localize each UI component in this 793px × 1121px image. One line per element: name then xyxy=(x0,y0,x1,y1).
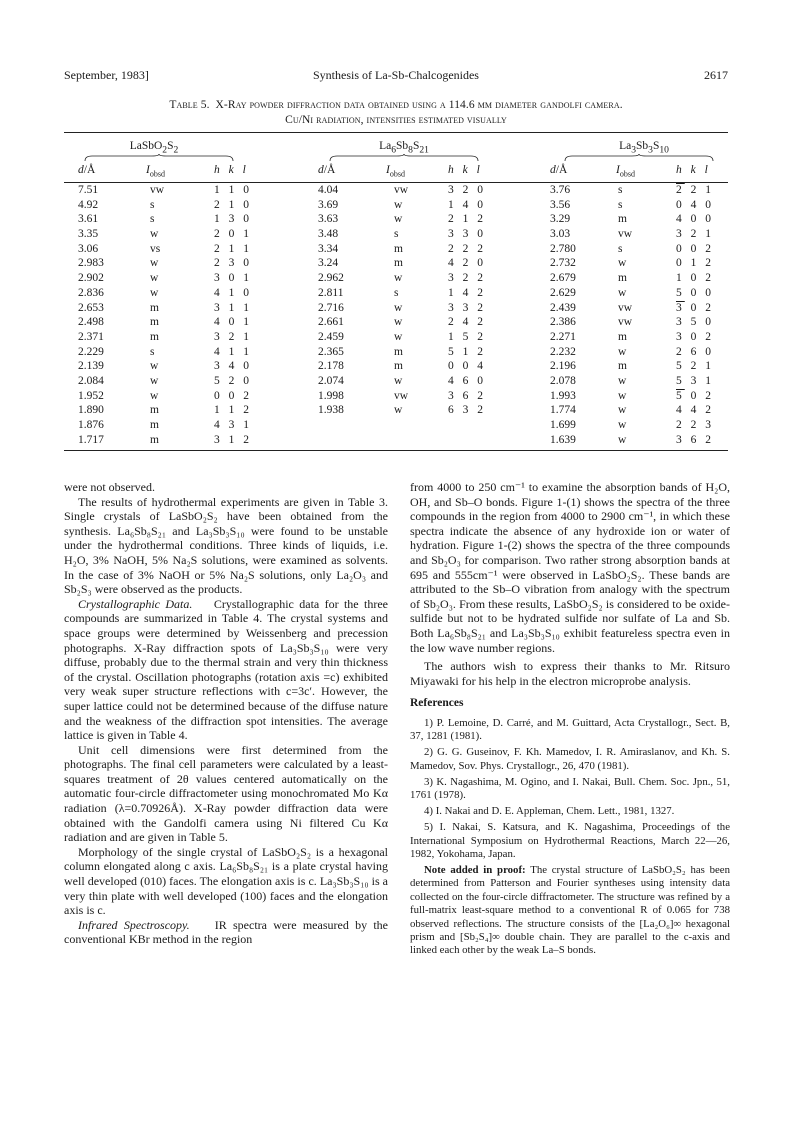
table-row xyxy=(304,301,524,316)
d-spacing-cell: 1.699 xyxy=(550,419,576,431)
hkl-cell: 0 0 2 xyxy=(214,389,252,402)
d-spacing-cell: 3.35 xyxy=(78,228,99,241)
table-row xyxy=(304,286,524,301)
intensity-cell: w xyxy=(618,374,627,387)
hkl-cell: 2 0 1 xyxy=(214,228,252,241)
hkl-cell: 1 1 0 xyxy=(214,184,252,196)
table-row xyxy=(536,271,756,286)
d-spacing-cell: 3.29 xyxy=(550,213,571,226)
hkl-cell: 4 4 2 xyxy=(676,404,714,417)
para-unit-cell: Unit cell dimensions were first determined from the photographs. The final cell parameters were calculated by a least-squares treatment of 2θ values centered automatically on the automatic four-circle diffractometer using monochromated Mo Kα radiation (λ=0.70926Å). X-Ray powder diffraction data were obtained with the Gandolfi camera using Ni filtered Cu Kα radiation and are given in Table 5. xyxy=(64,742,388,845)
table-row xyxy=(536,183,756,198)
hkl-cell: 2 2 1 xyxy=(676,184,714,196)
intensity-cell: vw xyxy=(394,389,409,402)
hkl-cell: 2 3 0 xyxy=(214,257,252,270)
table-row xyxy=(64,389,284,404)
hkl-cell: 3 5 0 xyxy=(676,316,714,329)
intensity-cell: vw xyxy=(618,301,633,314)
table-bottom-rule xyxy=(64,450,728,451)
d-spacing-cell: 2.371 xyxy=(78,330,104,343)
table-row xyxy=(304,227,524,242)
hkl-cell: 5 3 1 xyxy=(676,374,714,387)
d-spacing-cell: 1.639 xyxy=(550,433,576,446)
intensity-cell: vs xyxy=(150,242,161,255)
group-header-3: $La_3Sb_3S_{10}$ xyxy=(619,140,669,156)
table-row xyxy=(64,315,284,330)
d-spacing-cell: 3.76 xyxy=(550,184,571,196)
intensity-cell: w xyxy=(618,345,627,358)
group-header-2: $La_6Sb_8S_{21}$ xyxy=(379,140,429,156)
intensity-cell: m xyxy=(150,316,159,329)
d-spacing-cell: 2.074 xyxy=(318,374,344,387)
intensity-cell: s xyxy=(394,228,399,241)
hkl-cell: 1 1 2 xyxy=(214,404,252,417)
intensity-cell: w xyxy=(618,433,627,446)
table-row xyxy=(536,256,756,271)
hkl-cell: 2 1 0 xyxy=(214,198,252,211)
para-crystallographic xyxy=(64,597,388,743)
hkl-cell: 3 3 0 xyxy=(448,228,486,241)
hkl-cell: 2 4 2 xyxy=(448,316,486,329)
table-row xyxy=(536,403,756,418)
table-row xyxy=(304,212,524,227)
hkl-cell: 3 0 2 xyxy=(676,330,714,343)
d-spacing-cell: 2.386 xyxy=(550,316,576,329)
reference-list xyxy=(410,717,730,861)
header-date: September, 1983] xyxy=(64,68,149,82)
table-row xyxy=(64,418,284,433)
intensity-cell: vw xyxy=(394,184,409,196)
intensity-cell: w xyxy=(150,228,159,241)
reference-item: 3) K. Nagashima, M. Ogino, and I. Nakai, Bull. Chem. Soc. Jpn., 51, 1761 (1978). xyxy=(410,775,730,801)
d-spacing-cell: 4.92 xyxy=(78,198,99,211)
d-spacing-cell: 2.232 xyxy=(550,345,576,358)
left-column xyxy=(64,480,388,947)
table-row xyxy=(536,418,756,433)
intensity-cell: w xyxy=(394,316,403,329)
intensity-cell: w xyxy=(150,272,159,285)
table-row xyxy=(64,330,284,345)
table-row xyxy=(536,359,756,374)
hkl-cell: 1 4 0 xyxy=(448,198,486,211)
group-header-1: $LaSbO_2S_2$ xyxy=(129,140,179,156)
table-row xyxy=(536,198,756,213)
table-row xyxy=(304,330,524,345)
table-row xyxy=(536,212,756,227)
intensity-cell: m xyxy=(618,330,627,343)
hkl-cell: 5 2 0 xyxy=(214,374,252,387)
hkl-cell: 2 2 2 xyxy=(448,242,486,255)
hkl-cell: 6 3 2 xyxy=(448,404,486,417)
table-label: Table 5. xyxy=(169,99,210,111)
intensity-cell: m xyxy=(150,330,159,343)
d-spacing-cell: 2.716 xyxy=(318,301,344,314)
page-number: 2617 xyxy=(704,68,728,82)
right-column xyxy=(410,480,730,958)
d-spacing-cell: 2.139 xyxy=(78,360,104,373)
references-heading: References xyxy=(410,697,464,710)
table-row xyxy=(64,198,284,213)
table-caption xyxy=(64,98,728,128)
hkl-cell: 1 5 2 xyxy=(448,330,486,343)
d-spacing-cell: 3.34 xyxy=(318,242,339,255)
col-header-i-3: $I_{obsd}$ xyxy=(616,164,635,179)
hkl-cell: 2 1 1 xyxy=(214,242,252,255)
intensity-cell: m xyxy=(150,404,159,417)
d-spacing-cell: 2.780 xyxy=(550,242,576,255)
hkl-cell: 4 2 0 xyxy=(448,257,486,270)
hkl-cell: 3 0 1 xyxy=(214,272,252,285)
d-spacing-cell: 2.365 xyxy=(318,345,344,358)
table-row xyxy=(64,374,284,389)
intensity-cell: w xyxy=(618,257,627,270)
d-spacing-cell: 1.952 xyxy=(78,389,104,402)
group-2-rows xyxy=(304,183,524,418)
hkl-cell: 0 0 4 xyxy=(448,360,486,373)
intensity-cell: w xyxy=(394,272,403,285)
hkl-cell: 2 2 3 xyxy=(676,419,714,431)
group-1-rows xyxy=(64,183,284,447)
table-row xyxy=(64,212,284,227)
d-spacing-cell: 2.732 xyxy=(550,257,576,270)
col-header-hkl-2: h k l xyxy=(448,164,483,176)
table-row xyxy=(304,403,524,418)
table-row xyxy=(64,345,284,360)
d-spacing-cell: 2.679 xyxy=(550,272,576,285)
intensity-cell: w xyxy=(150,257,159,270)
group-brace-1 xyxy=(84,154,234,162)
table-row xyxy=(64,242,284,257)
table-top-rule xyxy=(64,132,728,133)
intensity-cell: m xyxy=(394,345,403,358)
note-added-in-proof xyxy=(410,864,730,958)
table-row xyxy=(304,271,524,286)
intensity-cell: m xyxy=(618,272,627,285)
d-spacing-cell: 2.084 xyxy=(78,374,104,387)
intensity-cell: w xyxy=(618,419,627,431)
reference-item: 1) P. Lemoine, D. Carré, and M. Guittard, Acta Crystallogr., Sect. B, 37, 1281 (1981). xyxy=(410,716,730,743)
infrared-text: IR spectra were measured by the conventional KBr method in the region xyxy=(64,917,389,947)
caption-line-2: Cu/Ni radiation, intensities estimated visually xyxy=(285,114,507,126)
table-row xyxy=(304,345,524,360)
hkl-cell: 5 2 1 xyxy=(676,360,714,373)
table-row xyxy=(304,242,524,257)
hkl-cell: 4 1 0 xyxy=(214,286,252,299)
intensity-cell: s xyxy=(150,213,155,226)
table-row xyxy=(304,198,524,213)
intensity-cell: w xyxy=(394,301,403,314)
intensity-cell: m xyxy=(150,433,159,446)
intensity-cell: s xyxy=(150,345,155,358)
d-spacing-cell: 2.271 xyxy=(550,330,576,343)
intensity-cell: m xyxy=(618,213,627,226)
hkl-cell: 3 4 0 xyxy=(214,360,252,373)
intensity-cell: w xyxy=(394,213,403,226)
d-spacing-cell: 3.63 xyxy=(318,213,339,226)
hkl-cell: 3 2 2 xyxy=(448,272,486,285)
hkl-cell: 2 1 2 xyxy=(448,213,486,226)
col-header-d-3: d/Å xyxy=(550,164,568,176)
col-header-hkl-3: h k l xyxy=(676,164,711,176)
d-spacing-cell: 1.993 xyxy=(550,389,576,402)
intensity-cell: w xyxy=(150,389,159,402)
table-row xyxy=(536,227,756,242)
reference-item: 4) I. Nakai and D. E. Appleman, Chem. Lett., 1981, 1327. xyxy=(424,805,675,818)
table-row xyxy=(304,359,524,374)
col-header-d-1: d/Å xyxy=(78,164,96,176)
intensity-cell: w xyxy=(394,330,403,343)
table-row xyxy=(64,183,284,198)
intensity-cell: m xyxy=(150,419,159,431)
d-spacing-cell: 2.653 xyxy=(78,301,104,314)
intensity-cell: w xyxy=(618,389,627,402)
intensity-cell: w xyxy=(394,374,403,387)
intensity-cell: w xyxy=(618,286,627,299)
d-spacing-cell: 2.902 xyxy=(78,272,104,285)
hkl-cell: 5 0 0 xyxy=(676,286,714,299)
para-hydrothermal: The results of hydrothermal experiments are given in Table 3. Single crystals of LaSbO₂S₂ have been obtained from the synthesis. La₆Sb₈S₂₁ and La₃Sb₃S₁₀ were found to be unstable under the hydrothermal conditions. Three kinds of liquids, i.e. H₂O, 3% NaOH, 5% Na₂S solutions, were examined as solvents. In the case of 3% NaOH or 5% Na₂S solutions, only La₂O₃ and Sb₂S₃ were observed as the products. xyxy=(64,494,388,597)
intensity-cell: vw xyxy=(618,228,633,241)
note-text: The crystal structure of LaSbO₂S₂ has been determined from Patterson and Fourier syntheses using intensity data collected on the four-circle diffractometer. The structure was refined by a full-matrix least-square method to a conventional R of 0.065 for 738 observed reflections. The structure consists of the [La₂O₆]∞ hexagonal prism and [Sb₂S₄]∞ double chain. They are parallel to the c-axis and linked each other by the weak La–S bonds. xyxy=(410,863,730,957)
d-spacing-cell: 2.962 xyxy=(318,272,344,285)
intensity-cell: w xyxy=(394,404,403,417)
table-row xyxy=(304,183,524,198)
d-spacing-cell: 2.983 xyxy=(78,257,104,270)
group-brace-3 xyxy=(564,154,714,162)
d-spacing-cell: 3.03 xyxy=(550,228,571,241)
intensity-cell: s xyxy=(618,198,623,211)
hkl-cell: 3 2 0 xyxy=(448,184,486,196)
d-spacing-cell: 1.774 xyxy=(550,404,576,417)
intensity-cell: w xyxy=(150,374,159,387)
para-infrared xyxy=(64,918,388,947)
hkl-cell: 3 0 2 xyxy=(676,301,714,314)
intensity-cell: s xyxy=(394,286,399,299)
d-spacing-cell: 4.04 xyxy=(318,184,339,196)
running-header xyxy=(64,68,728,84)
d-spacing-cell: 2.178 xyxy=(318,360,344,373)
table-row xyxy=(304,315,524,330)
intensity-cell: vw xyxy=(150,184,165,196)
hkl-cell: 3 1 1 xyxy=(214,301,252,314)
table-row xyxy=(64,433,284,448)
d-spacing-cell: 2.661 xyxy=(318,316,344,329)
note-heading: Note added in proof: xyxy=(424,863,526,876)
table-row xyxy=(304,374,524,389)
intensity-cell: m xyxy=(394,257,403,270)
hkl-cell: 3 2 1 xyxy=(676,228,714,241)
hkl-cell: 3 1 2 xyxy=(214,433,252,446)
hkl-cell: 4 3 1 xyxy=(214,419,252,431)
group-brace-2 xyxy=(329,154,479,162)
hkl-cell: 0 1 2 xyxy=(676,257,714,270)
table-row xyxy=(64,301,284,316)
table-row xyxy=(64,271,284,286)
diffraction-table xyxy=(64,132,728,462)
table-row xyxy=(536,389,756,404)
table-row xyxy=(64,227,284,242)
caption-line-1: X-Ray powder diffraction data obtained using a 114.6 mm diameter gandolfi camera. xyxy=(215,99,623,111)
table-row xyxy=(536,374,756,389)
group-3-rows xyxy=(536,183,756,447)
intensity-cell: m xyxy=(618,360,627,373)
table-row xyxy=(536,301,756,316)
d-spacing-cell: 2.629 xyxy=(550,286,576,299)
d-spacing-cell: 2.498 xyxy=(78,316,104,329)
table-row xyxy=(64,286,284,301)
intensity-cell: w xyxy=(394,198,403,211)
d-spacing-cell: 2.229 xyxy=(78,345,104,358)
d-spacing-cell: 3.56 xyxy=(550,198,571,211)
reference-item: 2) G. G. Guseinov, F. Kh. Mamedov, I. R. Amiraslanov, and Kh. S. Mamedov, Sov. Phys. Crystallogr., 26, 470 (1981). xyxy=(410,746,730,772)
para-morphology: Morphology of the single crystal of LaSbO₂S₂ is a hexagonal column elongated along c axis. La₆Sb₈S₂₁ is a plate crystal having well developed (010) faces. The elongation axis is c. La₃Sb₃S₁₀ is a very thin plate with well developed (100) faces and the elongation axis is c. xyxy=(64,844,388,918)
table-row xyxy=(64,256,284,271)
col-header-i-1: $I_{obsd}$ xyxy=(146,164,165,179)
d-spacing-cell: 2.811 xyxy=(318,286,344,299)
intensity-cell: w xyxy=(618,404,627,417)
col-header-hkl-1: h k l xyxy=(214,164,249,176)
intensity-cell: m xyxy=(394,360,403,373)
hkl-cell: 1 4 2 xyxy=(448,286,486,299)
hkl-cell: 4 0 1 xyxy=(214,316,252,329)
intensity-cell: w xyxy=(150,360,159,373)
hkl-cell: 1 3 0 xyxy=(214,213,252,226)
intensity-cell: m xyxy=(150,301,159,314)
d-spacing-cell: 2.196 xyxy=(550,360,576,373)
intensity-cell: w xyxy=(150,286,159,299)
d-spacing-cell: 1.998 xyxy=(318,389,344,402)
intensity-cell: s xyxy=(150,198,155,211)
d-spacing-cell: 3.69 xyxy=(318,198,339,211)
table-row xyxy=(536,345,756,360)
hkl-cell: 3 2 1 xyxy=(214,330,252,343)
d-spacing-cell: 1.717 xyxy=(78,433,104,446)
hkl-cell: 0 0 2 xyxy=(676,242,714,255)
hkl-cell: 3 3 2 xyxy=(448,301,486,314)
reference-item: 5) I. Nakai, S. Katsura, and K. Nagashima, Proceedings of the International Symposium on Hydrothermal Reactions, March 22—26, 1982, Yokohama, Japan. xyxy=(410,821,730,860)
para-continuation: were not observed. xyxy=(64,480,155,494)
col-header-i-2: $I_{obsd}$ xyxy=(386,164,405,179)
hkl-cell: 3 6 2 xyxy=(448,389,486,402)
d-spacing-cell: 1.890 xyxy=(78,404,104,417)
hkl-cell: 4 1 1 xyxy=(214,345,252,358)
hkl-cell: 5 0 2 xyxy=(676,389,714,402)
table-row xyxy=(304,256,524,271)
d-spacing-cell: 1.876 xyxy=(78,419,104,431)
hkl-cell: 1 0 2 xyxy=(676,272,714,285)
table-row xyxy=(64,359,284,374)
crystallographic-heading: Crystallographic Data. xyxy=(78,596,193,611)
col-header-d-2: d/Å xyxy=(318,164,336,176)
intensity-cell: s xyxy=(618,184,623,196)
d-spacing-cell: 2.459 xyxy=(318,330,344,343)
d-spacing-cell: 2.439 xyxy=(550,301,576,314)
d-spacing-cell: 3.48 xyxy=(318,228,339,241)
table-row xyxy=(536,286,756,301)
d-spacing-cell: 2.836 xyxy=(78,286,104,299)
table-row xyxy=(536,433,756,448)
hkl-cell: 4 6 0 xyxy=(448,374,486,387)
d-spacing-cell: 2.078 xyxy=(550,374,576,387)
table-row xyxy=(536,315,756,330)
d-spacing-cell: 3.61 xyxy=(78,213,99,226)
table-row xyxy=(304,389,524,404)
table-row xyxy=(64,403,284,418)
intensity-cell: vw xyxy=(618,316,633,329)
hkl-cell: 5 1 2 xyxy=(448,345,486,358)
d-spacing-cell: 3.06 xyxy=(78,242,99,255)
para-acknowledgement: The authors wish to express their thanks to Mr. Ritsuro Miyawaki for his help in the electron microprobe analysis. xyxy=(410,659,730,688)
d-spacing-cell: 1.938 xyxy=(318,404,344,417)
infrared-heading: Infrared Spectroscopy. xyxy=(78,917,190,932)
intensity-cell: m xyxy=(394,242,403,255)
para-ir-results: from 4000 to 250 cm⁻¹ to examine the absorption bands of H₂O, OH, and Sb–O bonds. Figure 1-(1) shows the spectra of the three compounds in the region from 4000 to 2900 cm⁻¹, in which these spectra indicate the absence of any hydroxide ion or water of hydration. Figure 1-(2) shows the spectra of the three compounds and Sb₂O₃ for comparison. Two rather strong absorption bands at 695 and 555cm⁻¹ were observed in LaSbO₂S₂. These bands are attributed to the Sb–O vibration from analogy with the spectrum of Sb₂O₃. From these results, LaSbO₂S₂ is considered to be oxide-sulfide but not to be hydrated sulfide nor sulfate of La and Sb. Both La₆Sb₈S₂₁ and La₃Sb₃S₁₀ exhibit featureless spectra even in the low wave number regions. xyxy=(410,480,730,655)
hkl-cell: 4 0 0 xyxy=(676,213,714,226)
intensity-cell: s xyxy=(618,242,623,255)
d-spacing-cell: 3.24 xyxy=(318,257,339,270)
d-spacing-cell: 7.51 xyxy=(78,184,99,196)
table-row xyxy=(536,330,756,345)
hkl-cell: 2 6 0 xyxy=(676,345,714,358)
hkl-cell: 0 4 0 xyxy=(676,198,714,211)
table-row xyxy=(536,242,756,257)
header-title: Synthesis of La-Sb-Chalcogenides xyxy=(313,68,479,82)
crystallographic-text: Crystallographic data for the three compounds are summarized in Table 4. The crystal systems and space groups were determined by Weissenberg and precession photographs. X-Ray diffraction spots of La₃Sb₃S₁₀ were very diffuse, probably due to the thermal strain and very thin thickness of the crystal. Oscillation photographs (rotation axis =c) exhibited very weak super structure reflections with c=3c′. However, the super lattice could not be determined because of the diffuse nature and the weakness of the diffraction spot intensities. The average lattice is given in Table 4. xyxy=(64,596,388,743)
hkl-cell: 3 6 2 xyxy=(676,433,714,446)
